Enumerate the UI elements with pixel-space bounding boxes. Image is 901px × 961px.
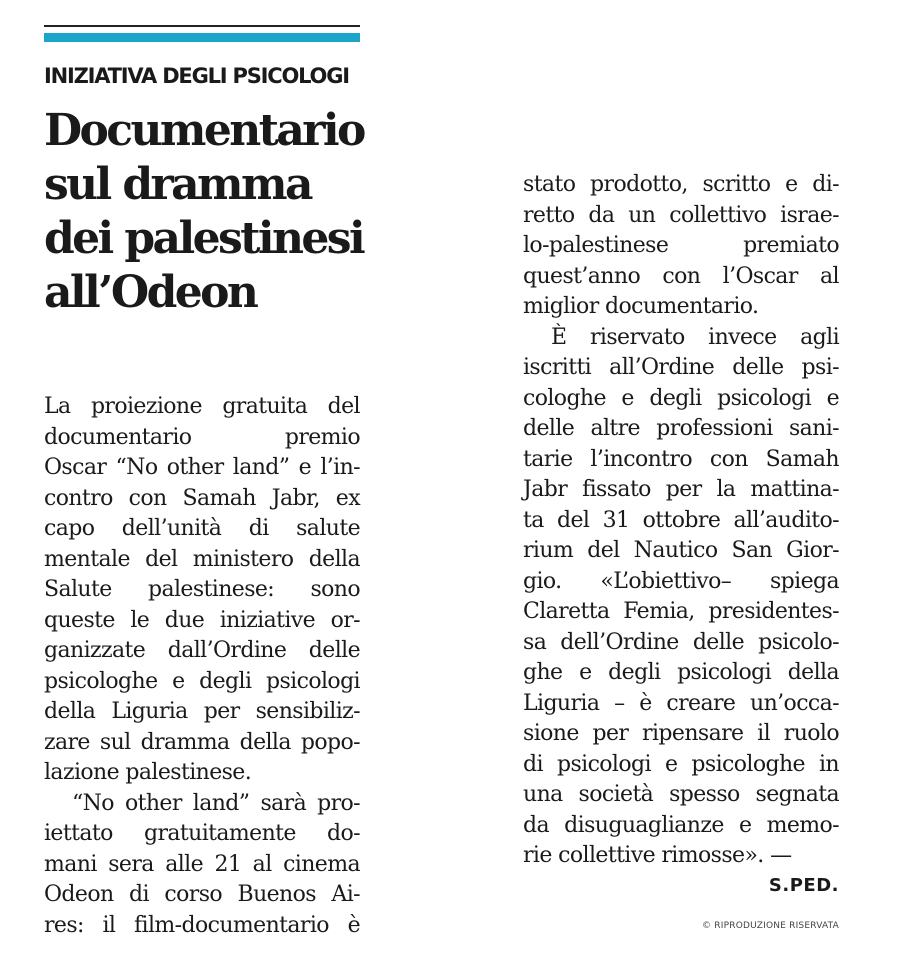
body-line: lo-palestinese premiato [523,233,839,258]
body-line: lazione palestinese. [44,760,252,785]
article-column-left [44,392,360,941]
body-line: ta del 31 ottobre all’audito- [523,507,839,533]
body-line: ghe e degli psicologi della [523,660,839,685]
headline-line: sul dramma [44,159,311,210]
body-line: documentario premio [44,424,360,450]
body-line: res: il film-documentario è [44,912,360,938]
body-line: quest’anno con l’Oscar al [523,263,839,289]
headline-line: Documentario [44,105,364,156]
body-line: cologhe e degli psicologi e [523,385,839,411]
body-line: gio. «L’obiettivo– spiega [523,568,839,594]
body-line: Salute palestinese: sono [44,577,360,602]
body-line: di psicologi e psicologhe in [523,751,839,777]
body-line: La proiezione gratuita del [44,394,360,419]
headline-line: dei palestinesi [44,213,364,264]
body-line: sione per ripensare il ruolo [523,721,839,746]
body-line: psicologhe e degli psicologi [44,668,360,694]
copyright-notice: © RIPRODUZIONE RISERVATA [702,921,839,931]
body-line: Liguria – è creare un’occa- [523,690,839,716]
body-line: contro con Samah Jabr, ex [44,485,360,511]
article-column-right [523,170,839,872]
accent-bar [44,33,360,42]
body-line: da disuguaglianze e memo- [523,812,839,838]
headline [44,104,384,320]
body-line: una società spesso segnata [523,782,839,807]
body-line: mentale del ministero della [44,546,360,572]
body-line: È riservato invece agli [551,324,839,350]
body-line: miglior documentario. [523,294,759,319]
body-line: rie collettive rimosse». — [523,843,792,868]
body-line: rium del Nautico San Gior- [523,538,839,563]
body-line: Odeon di corso Buenos Ai- [44,882,360,907]
body-line: della Liguria per sensibiliz- [44,699,360,724]
body-line: Claretta Femia, presidentes- [523,599,839,624]
body-line: zare sul dramma della popo- [44,729,360,755]
body-line: capo dell’unità di salute [44,516,360,541]
body-line: iscritti all’Ordine delle psi- [523,355,839,380]
body-line: “No other land” sarà pro- [72,790,360,816]
body-line: sa dell’Ordine delle psicolo- [523,629,839,655]
headline-line: all’Odeon [44,267,257,318]
body-line: Oscar “No other land” e l’in- [44,455,360,480]
body-line: delle altre professioni sani- [523,416,839,441]
body-line: retto da un collettivo israe- [523,202,839,228]
body-line: ganizzate dall’Ordine delle [44,638,360,663]
body-line: Jabr fissato per la mattina- [523,477,839,502]
author-byline: S.PED. [768,875,839,896]
body-line: queste le due iniziative or- [44,607,360,633]
body-line: iettato gratuitamente do- [44,821,360,846]
body-line: stato prodotto, scritto e di- [523,172,839,197]
top-rule [44,25,360,27]
body-line: mani sera alle 21 al cinema [44,851,360,877]
kicker: INIZIATIVA DEGLI PSICOLOGI [44,64,349,88]
body-line: tarie l’incontro con Samah [523,446,839,472]
